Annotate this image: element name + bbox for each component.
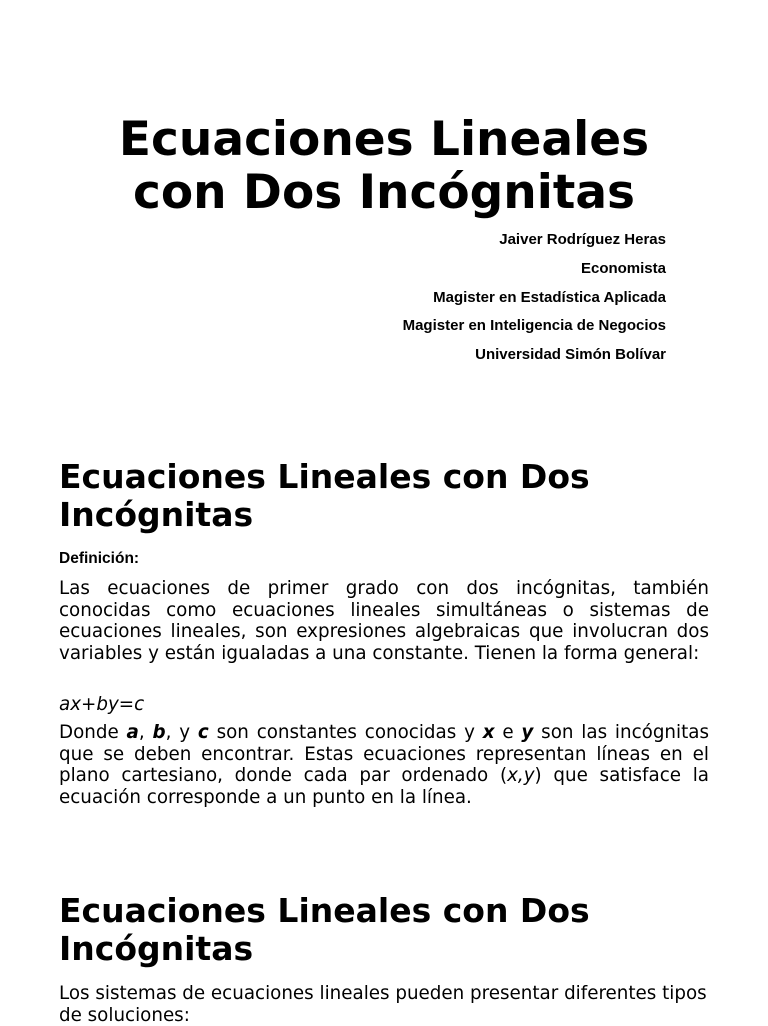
text-run: ,: [138, 722, 153, 743]
author-profession: Economista: [580, 259, 666, 277]
page-title: [0, 113, 768, 219]
section-heading-2: Ecuaciones Lineales con Dos Incógnitas: [59, 891, 590, 968]
general-formula: ax+by=c: [59, 694, 145, 715]
author-degree-1: Magister en Estadística Aplicada: [433, 288, 666, 306]
text-run: Donde: [59, 722, 127, 743]
author-name: Jaiver Rodríguez Heras: [499, 231, 666, 248]
text-run: son las incógnitas que se deben encontrar. Estas ecuaciones representan líneas en el plano cartesiano, donde cada par ordenado (: [59, 722, 709, 787]
definition-paragraph: Las ecuaciones de primer grado con dos incógnitas, también conocidas como ecuaciones lineales simultáneas o sistemas de ecuaciones lineales, son expresiones algebraicas que involucran dos variables y están igualadas a una constante. Tienen la forma general:: [59, 578, 709, 664]
var-b: b: [152, 722, 166, 743]
text-run: , y: [165, 722, 198, 743]
var-a: a: [126, 722, 139, 743]
definition-label: Definición:: [59, 550, 140, 567]
var-x: x: [482, 722, 495, 743]
author-block: [403, 229, 666, 373]
solutions-paragraph: Los sistemas de ecuaciones lineales pueden presentar diferentes tipos de soluciones:: [59, 983, 707, 1026]
var-c: c: [197, 722, 209, 743]
title-line-1: Ecuaciones Lineales: [118, 112, 650, 167]
text-run: son constantes conocidas y: [208, 722, 483, 743]
explanation-paragraph: [59, 722, 709, 808]
text-run: e: [494, 722, 522, 743]
var-y: y: [521, 722, 534, 743]
author-degree-2: Magister en Inteligencia de Negocios: [402, 317, 666, 335]
title-line-2: con Dos Incógnitas: [132, 165, 636, 220]
text-run: ) que satisface la ecuación corresponde a un punto en la línea.: [59, 765, 709, 808]
ordered-pair: x,y: [507, 765, 535, 787]
author-university: Universidad Simón Bolívar: [475, 346, 666, 364]
section-heading-1: Ecuaciones Lineales con Dos Incógnitas: [59, 457, 590, 534]
